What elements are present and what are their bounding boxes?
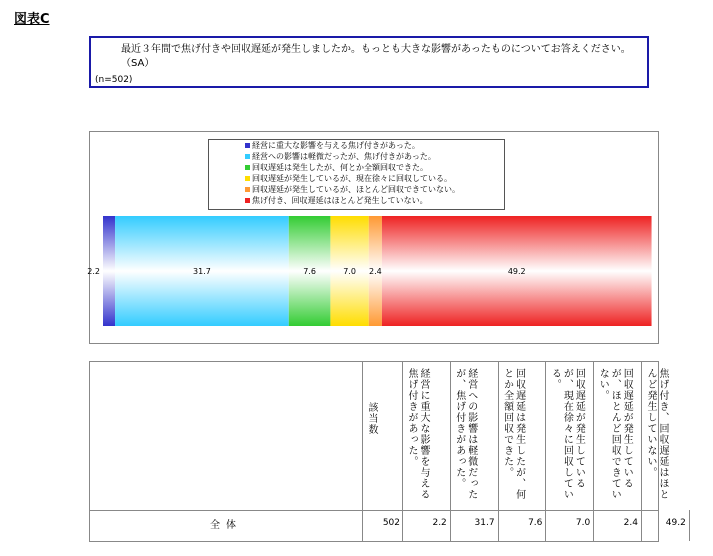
table-value: 49.2	[665, 518, 686, 528]
legend-item	[209, 151, 504, 162]
table-gridline	[545, 510, 546, 541]
chart-area	[89, 131, 659, 344]
legend-item	[209, 173, 504, 184]
legend-swatch	[245, 154, 250, 159]
legend-label: 焦げ付き、回収遅延はほとんど発生していない。	[252, 196, 428, 205]
data-label: 2.4	[368, 267, 382, 276]
table-gridline	[402, 510, 403, 541]
table-value: 31.7	[474, 518, 495, 528]
legend-label: 回収遅延が発生しているが、現在徐々に回収している。	[252, 174, 452, 183]
table-header-cell	[450, 362, 498, 510]
sample-size-label: (n=502)	[95, 75, 133, 85]
bar-segment	[103, 216, 115, 326]
legend	[208, 139, 505, 210]
table-gridline	[362, 510, 363, 541]
count-header-cell	[362, 362, 402, 510]
legend-item	[209, 162, 504, 173]
data-label: 2.2	[87, 267, 100, 276]
legend-swatch	[245, 143, 250, 148]
table-gridline	[498, 510, 499, 541]
figure-label: 図表C	[14, 12, 50, 27]
table-header-cell	[641, 362, 689, 510]
legend-swatch	[245, 187, 250, 192]
table-gridline	[450, 510, 451, 541]
legend-label: 経営に重大な影響を与える焦げ付きがあった。	[252, 141, 420, 150]
table-value: 7.0	[575, 518, 591, 528]
count-header: 該当数	[366, 402, 377, 435]
data-label: 7.6	[303, 267, 316, 276]
data-table	[89, 361, 686, 542]
table-header: 焦げ付き、回収遅延はほとんど発生していない。	[645, 368, 668, 500]
table-value: 2.4	[623, 518, 638, 528]
table-value: 2.2	[432, 518, 447, 528]
table-header: 経営に重大な影響を与える焦げ付きがあった。	[406, 368, 429, 500]
legend-swatch	[245, 176, 250, 181]
question-text: 最近３年間で焦げ付きや回収遅延が発生しましたか。もっとも大きな影響があったものについてお答えください。（SA）	[121, 44, 631, 69]
table-divider	[90, 510, 658, 511]
table-value: 7.6	[528, 518, 543, 528]
table-gridline	[689, 510, 690, 541]
row-label: 全体	[210, 520, 242, 531]
legend-label: 回収遅延は発生したが、何とか全額回収できた。	[252, 163, 428, 172]
data-label: 7.0	[343, 267, 356, 276]
legend-label: 経営への影響は軽微だったが、焦げ付きがあった。	[252, 152, 436, 161]
count-cell: 502	[382, 518, 400, 528]
table-header: 回収遅延が発生しているが、ほとんど回収できていない。	[597, 368, 633, 500]
table-header-cell	[498, 362, 546, 510]
legend-label: 回収遅延が発生しているが、ほとんど回収できていない。	[252, 185, 460, 194]
table-gridline	[641, 510, 642, 541]
question-box	[89, 36, 649, 88]
data-label: 31.7	[193, 267, 211, 276]
table-header-cell	[545, 362, 593, 510]
table-header-cell	[593, 362, 641, 510]
table-gridline	[593, 510, 594, 541]
table-header: 経営への影響は軽微だったが、焦げ付きがあった。	[453, 368, 477, 500]
table-header: 回収遅延は発生したが、何とか全額回収できた。	[501, 368, 525, 500]
legend-item	[209, 184, 504, 195]
legend-swatch	[245, 165, 250, 170]
data-label: 49.2	[507, 267, 526, 276]
table-header-cell	[402, 362, 450, 510]
legend-item	[209, 195, 504, 206]
legend-item	[209, 140, 504, 151]
table-header: 回収遅延が発生しているが、現在徐々に回収している。	[549, 368, 585, 500]
legend-swatch	[245, 198, 250, 203]
